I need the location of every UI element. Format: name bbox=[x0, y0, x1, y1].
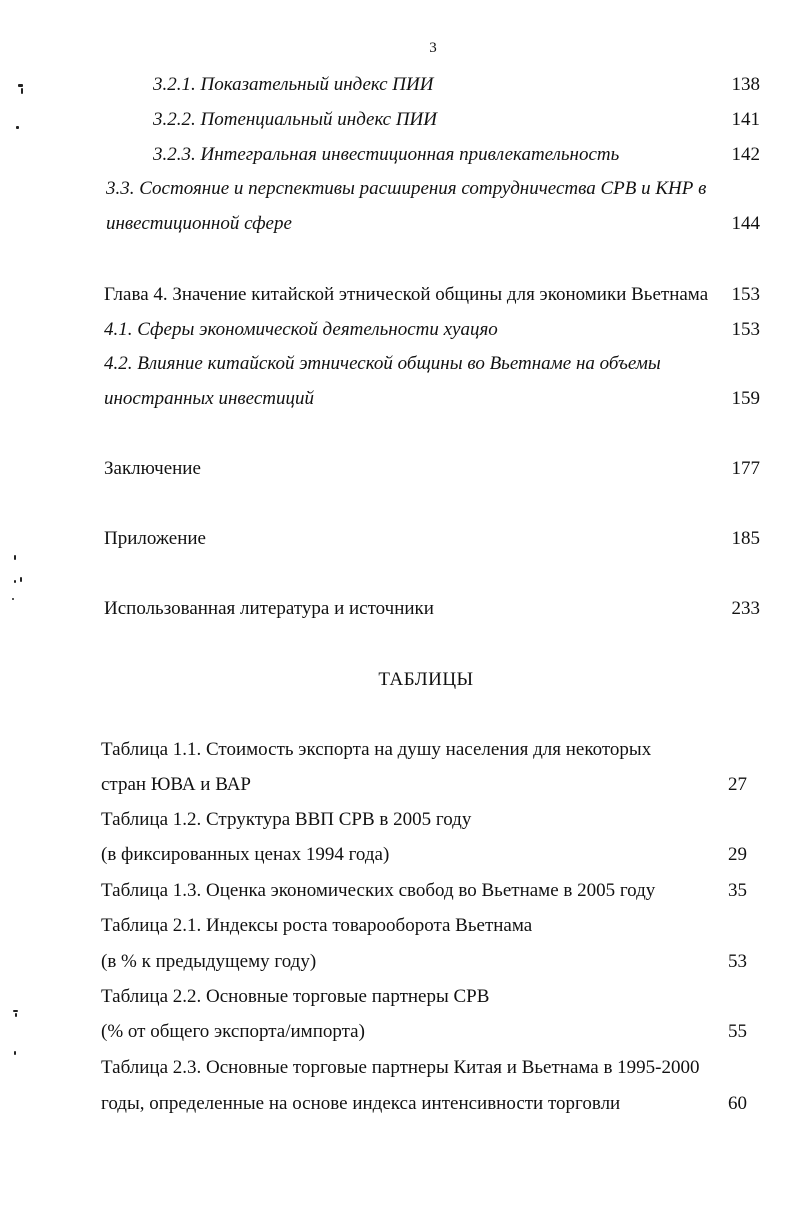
toc-entry-title-continued: инвестиционной сфере bbox=[106, 213, 292, 234]
toc-entry-page: 138 bbox=[731, 74, 760, 95]
table-entry-title-continued: годы, определенные на основе индекса интенсивности торговли bbox=[101, 1093, 621, 1114]
toc-entry-title-continued: иностранных инвестиций bbox=[104, 388, 314, 409]
toc-entry-page: 233 bbox=[731, 598, 760, 619]
table-entry-page: 27 bbox=[728, 774, 747, 795]
toc-entry-page: 185 bbox=[731, 528, 760, 549]
table-entry-title: Таблица 2.1. Индексы роста товарооборота Вьетнама bbox=[101, 915, 533, 936]
toc-entry-page: 144 bbox=[731, 213, 760, 234]
table-entry-title-continued: (в фиксированных ценах 1994 года) bbox=[101, 844, 390, 865]
page-number: 3 bbox=[429, 40, 437, 56]
toc-entry-title: 3.2.1. Показательный индекс ПИИ bbox=[153, 74, 434, 95]
toc-entry-title: Использованная литература и источники bbox=[104, 598, 434, 619]
toc-entry-page: 159 bbox=[731, 388, 760, 409]
scan-speck bbox=[12, 598, 14, 600]
toc-entry-page: 153 bbox=[731, 319, 760, 340]
tables-heading: ТАБЛИЦЫ bbox=[378, 669, 474, 690]
scan-speck bbox=[14, 580, 16, 583]
table-entry-page: 55 bbox=[728, 1021, 747, 1042]
scan-speck bbox=[18, 84, 23, 87]
toc-entry-page: 142 bbox=[731, 144, 760, 165]
table-entry-page: 60 bbox=[728, 1093, 747, 1114]
scan-speck bbox=[20, 577, 22, 582]
scan-speck bbox=[21, 88, 23, 94]
scan-speck bbox=[14, 555, 16, 560]
table-entry-title: Таблица 1.3. Оценка экономических свобод во Вьетнаме в 2005 году bbox=[101, 880, 656, 901]
toc-entry-title: 3.3. Состояние и перспективы расширения сотрудничества СРВ и КНР в bbox=[106, 178, 707, 199]
toc-entry-title: Глава 4. Значение китайской этнической общины для экономики Вьетнама bbox=[104, 284, 709, 305]
table-entry-title: Таблица 1.1. Стоимость экспорта на душу населения для некоторых bbox=[101, 739, 652, 760]
table-entry-title: Таблица 2.3. Основные торговые партнеры Китая и Вьетнама в 1995-2000 bbox=[101, 1057, 700, 1078]
table-entry-title: Таблица 2.2. Основные торговые партнеры СРВ bbox=[101, 986, 490, 1007]
scan-speck bbox=[13, 1010, 18, 1012]
table-entry-title: Таблица 1.2. Структура ВВП СРВ в 2005 году bbox=[101, 809, 472, 830]
toc-entry-page: 153 bbox=[731, 284, 760, 305]
toc-entry-title: 4.1. Сферы экономической деятельности хуацяо bbox=[104, 319, 498, 340]
table-entry-page: 35 bbox=[728, 880, 747, 901]
toc-entry-title: Заключение bbox=[104, 458, 201, 479]
toc-entry-title: Приложение bbox=[104, 528, 206, 549]
scan-speck bbox=[16, 126, 19, 129]
table-entry-title-continued: стран ЮВА и ВАР bbox=[101, 774, 251, 795]
table-entry-title-continued: (% от общего экспорта/импорта) bbox=[101, 1021, 365, 1042]
toc-entry-page: 177 bbox=[731, 458, 760, 479]
scan-speck bbox=[15, 1013, 17, 1017]
table-entry-page: 29 bbox=[728, 844, 747, 865]
toc-entry-title: 4.2. Влияние китайской этнической общины во Вьетнаме на объемы bbox=[104, 353, 661, 374]
scan-speck bbox=[14, 1051, 16, 1055]
table-entry-title-continued: (в % к предыдущему году) bbox=[101, 951, 317, 972]
toc-entry-title: 3.2.3. Интегральная инвестиционная привлекательность bbox=[153, 144, 620, 165]
toc-entry-page: 141 bbox=[731, 109, 760, 130]
toc-entry-title: 3.2.2. Потенциальный индекс ПИИ bbox=[153, 109, 437, 130]
table-entry-page: 53 bbox=[728, 951, 747, 972]
